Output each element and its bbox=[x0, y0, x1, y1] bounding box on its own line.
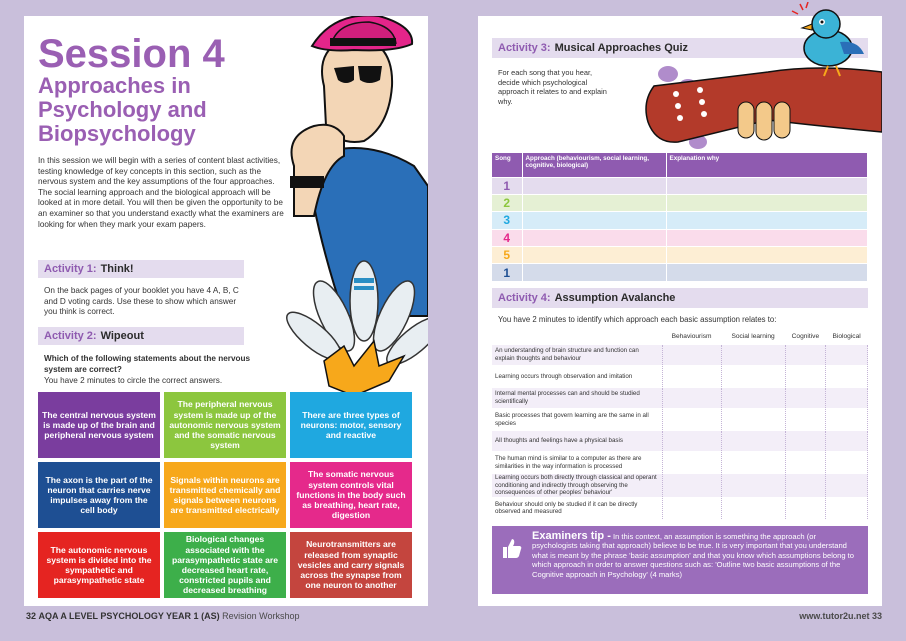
wipeout-tile-6[interactable]: The somatic nervous system controls vital functions in the body such as breathing, heart rate, digestion bbox=[290, 462, 412, 528]
assumption-table bbox=[492, 330, 868, 519]
song-table-header-song: Song bbox=[492, 153, 522, 177]
song-number: 1 bbox=[492, 264, 522, 281]
assumption-statement: Learning occurs both directly through classical and operant conditioning and indirectly through observing the consequences of other peoples' behaviour' bbox=[492, 474, 662, 498]
song-number: 4 bbox=[492, 229, 522, 246]
answer-cell[interactable] bbox=[785, 474, 826, 498]
col-behaviourism: Behaviourism bbox=[671, 333, 712, 341]
col-biological: Biological bbox=[832, 333, 861, 341]
assumption-row bbox=[492, 497, 868, 519]
activity3-number: Activity 3: bbox=[498, 42, 551, 54]
activity1-number: Activity 1: bbox=[44, 263, 97, 275]
answer-cell[interactable] bbox=[785, 497, 826, 519]
answer-cell[interactable] bbox=[721, 474, 785, 498]
song-number: 3 bbox=[492, 212, 522, 229]
answer-cell[interactable] bbox=[721, 409, 785, 431]
activity4-name: Assumption Avalanche bbox=[554, 292, 676, 304]
song-number: 2 bbox=[492, 194, 522, 211]
song-approach-cell[interactable] bbox=[522, 247, 666, 264]
answer-cell[interactable] bbox=[826, 387, 868, 409]
tip-title: Examiners tip - bbox=[532, 530, 611, 542]
answer-cell[interactable] bbox=[721, 497, 785, 519]
song-table bbox=[492, 153, 868, 281]
wipeout-tile-7[interactable]: The autonomic nervous system is divided into the sympathetic and parasympathetic state bbox=[38, 532, 160, 598]
col-cognitive: Cognitive bbox=[791, 333, 820, 341]
song-row bbox=[492, 212, 868, 229]
song-explanation-cell[interactable] bbox=[666, 229, 868, 246]
footer-website[interactable]: www.tutor2u.net bbox=[799, 611, 870, 621]
answer-cell[interactable] bbox=[826, 430, 868, 452]
answer-cell[interactable] bbox=[662, 452, 721, 474]
answer-cell[interactable] bbox=[785, 452, 826, 474]
assumption-statement: Basic processes that govern learning are the same in all species bbox=[492, 409, 662, 431]
answer-cell[interactable] bbox=[785, 344, 826, 366]
wipeout-grid bbox=[38, 392, 416, 604]
song-number: 1 bbox=[492, 177, 522, 194]
answer-cell[interactable] bbox=[662, 344, 721, 366]
answer-cell[interactable] bbox=[826, 409, 868, 431]
assumption-row bbox=[492, 387, 868, 409]
answer-cell[interactable] bbox=[785, 430, 826, 452]
answer-cell[interactable] bbox=[721, 452, 785, 474]
answer-cell[interactable] bbox=[826, 474, 868, 498]
activity2-header bbox=[38, 327, 244, 345]
song-explanation-cell[interactable] bbox=[666, 247, 868, 264]
activity1-text: On the back pages of your booklet you have 4 A, B, C and D voting cards. Use these to show which answer you think is correct. bbox=[44, 286, 239, 317]
activity2-instruction: You have 2 minutes to circle the correct answers. bbox=[44, 376, 223, 385]
answer-cell[interactable] bbox=[826, 344, 868, 366]
answer-cell[interactable] bbox=[662, 387, 721, 409]
song-row bbox=[492, 229, 868, 246]
assumption-row bbox=[492, 452, 868, 474]
activity4-header bbox=[492, 288, 868, 308]
assumption-row bbox=[492, 344, 868, 366]
answer-cell[interactable] bbox=[721, 344, 785, 366]
assumption-row bbox=[492, 474, 868, 498]
activity2-number: Activity 2: bbox=[44, 330, 97, 342]
song-approach-cell[interactable] bbox=[522, 264, 666, 281]
song-number: 5 bbox=[492, 247, 522, 264]
answer-cell[interactable] bbox=[826, 366, 868, 388]
man-with-hat-illustration bbox=[254, 16, 428, 406]
footer-page-number-right: 33 bbox=[871, 611, 882, 621]
song-row bbox=[492, 177, 868, 194]
session-subtitle: Approaches in Psychology and Biopsychology bbox=[38, 73, 207, 146]
answer-cell[interactable] bbox=[721, 387, 785, 409]
song-row bbox=[492, 194, 868, 211]
answer-cell[interactable] bbox=[721, 430, 785, 452]
session-intro: In this session we will begin with a series of content blast activities, testing knowledge of key concepts in this section, such as the nervous system and the key assumptions of the four approaches. The social learning approach and the biological approach will be looked at in more detail. You will then be given the opportunity to be an examiner so that you understand exactly what the examiners are looking for when they mark your exam papers. bbox=[38, 156, 284, 229]
wipeout-tile-8[interactable]: Biological changes associated with the parasympathetic state are decreased heart rate, constricted pupils and decreased breathing bbox=[164, 532, 286, 598]
song-row bbox=[492, 247, 868, 264]
wipeout-tile-3[interactable]: There are three types of neurons: motor, sensory and reactive bbox=[290, 392, 412, 458]
left-page bbox=[24, 16, 428, 606]
activity1-header bbox=[38, 260, 244, 278]
activity3-intro: For each song that you hear, decide which psychological approach it relates to and explain why. bbox=[498, 68, 607, 106]
song-approach-cell[interactable] bbox=[522, 194, 666, 211]
wipeout-tile-4[interactable]: The axon is the part of the neuron that carries nerve impulses away from the cell body bbox=[38, 462, 160, 528]
activity4-intro: You have 2 minutes to identify which approach each basic assumption relates to: bbox=[498, 315, 777, 324]
assumption-row bbox=[492, 430, 868, 452]
answer-cell[interactable] bbox=[785, 409, 826, 431]
assumption-statement: Behaviour should only be studied if it can be directly observed and measured bbox=[492, 497, 662, 519]
answer-cell[interactable] bbox=[785, 366, 826, 388]
guitar-bird-illustration bbox=[618, 2, 882, 152]
song-row bbox=[492, 264, 868, 281]
song-table-header-explanation: Explanation why bbox=[666, 153, 868, 177]
assumption-statement: Internal mental processes can and should be studied scientifically bbox=[492, 387, 662, 409]
wipeout-tile-9[interactable]: Neurotransmitters are released from synaptic vesicles and carry signals across the synapse from one neuron to another bbox=[290, 532, 412, 598]
activity3-name: Musical Approaches Quiz bbox=[554, 42, 689, 54]
footer-right bbox=[799, 611, 882, 621]
answer-cell[interactable] bbox=[662, 430, 721, 452]
activity1-name: Think! bbox=[100, 263, 134, 275]
activity2-question: Which of the following statements about the nervous system are correct? bbox=[44, 354, 251, 374]
footer-left bbox=[26, 611, 299, 621]
song-explanation-cell[interactable] bbox=[666, 212, 868, 229]
assumption-statement: Learning occurs through observation and imitation bbox=[492, 366, 662, 388]
examiners-tip-box bbox=[492, 526, 868, 594]
answer-cell[interactable] bbox=[662, 409, 721, 431]
song-approach-cell[interactable] bbox=[522, 212, 666, 229]
thumbs-up-icon bbox=[500, 536, 524, 560]
session-title: Session 4 bbox=[38, 32, 225, 76]
col-social-learning: Social learning bbox=[731, 333, 775, 341]
answer-cell[interactable] bbox=[721, 366, 785, 388]
assumption-statement: The human mind is similar to a computer as there are similarities in the way information is processed bbox=[492, 452, 662, 474]
answer-cell[interactable] bbox=[662, 497, 721, 519]
answer-cell[interactable] bbox=[662, 366, 721, 388]
song-explanation-cell[interactable] bbox=[666, 264, 868, 281]
footer-course-suffix: Revision Workshop bbox=[222, 611, 300, 621]
activity4-number: Activity 4: bbox=[498, 292, 551, 304]
footer-page-number-left: 32 bbox=[26, 611, 37, 621]
song-table-header-approach: Approach (behaviourism, social learning, cognitive, biological) bbox=[522, 153, 666, 177]
answer-cell[interactable] bbox=[826, 497, 868, 519]
activity2-name: Wipeout bbox=[100, 330, 144, 342]
assumption-row bbox=[492, 409, 868, 431]
assumption-statement: All thoughts and feelings have a physical basis bbox=[492, 430, 662, 452]
song-approach-cell[interactable] bbox=[522, 177, 666, 194]
wipeout-tile-1[interactable]: The central nervous system is made up of the brain and peripheral nervous system bbox=[38, 392, 160, 458]
wipeout-tile-5[interactable]: Signals within neurons are transmitted chemically and signals between neurons are transmitted electrically bbox=[164, 462, 286, 528]
assumption-statement: An understanding of brain structure and function can explain thoughts and behaviour bbox=[492, 344, 662, 366]
footer-course-title: AQA A LEVEL PSYCHOLOGY YEAR 1 (AS) bbox=[38, 611, 220, 621]
song-explanation-cell[interactable] bbox=[666, 194, 868, 211]
right-page bbox=[478, 16, 882, 606]
song-explanation-cell[interactable] bbox=[666, 177, 868, 194]
assumption-row bbox=[492, 366, 868, 388]
wipeout-tile-2[interactable]: The peripheral nervous system is made up of the autonomic nervous system and the somatic nervous system bbox=[164, 392, 286, 458]
tip-text: In this context, an assumption is something the approach (or psychologists taking that approach) believe to be true. It is very important that you understand what is meant by the phrase 'basic assumption' and that you know which assumptions belong to which approach in order to answer questions such as: 'Outline two basic assumptions of the Cognitive approach in Psychology' (4 marks) bbox=[532, 532, 855, 579]
answer-cell[interactable] bbox=[826, 452, 868, 474]
song-approach-cell[interactable] bbox=[522, 229, 666, 246]
answer-cell[interactable] bbox=[785, 387, 826, 409]
answer-cell[interactable] bbox=[662, 474, 721, 498]
